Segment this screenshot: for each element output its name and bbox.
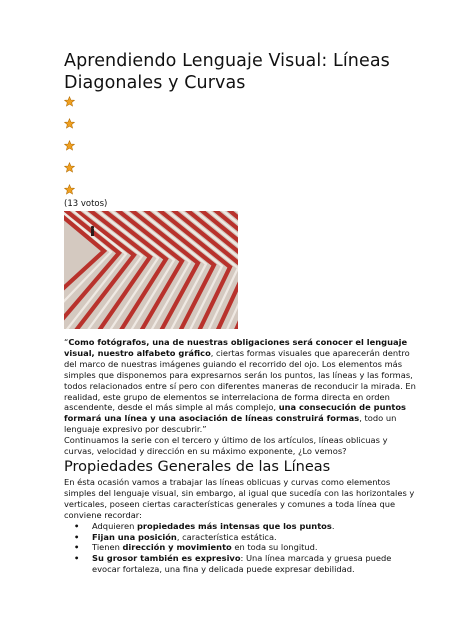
list-item: • Fijan una posición, característica estática. bbox=[74, 531, 277, 542]
bullet-icon: • bbox=[74, 542, 80, 553]
list-item: • Su grosor también es expresivo: Una línea marcada y gruesa puede evocar fortaleza, una fina y delicada puede expresar debilidad. bbox=[74, 553, 392, 575]
section-body bbox=[64, 477, 416, 521]
bullet-icon: • bbox=[74, 531, 80, 542]
vote-count: (13 votos) bbox=[64, 199, 108, 209]
section-intro-paragraph: En ésta ocasión vamos a trabajar las líneas oblicuas y curvas como elementos simples del lenguaje visual, sin embargo, al igual que sucedía con las horizontales y verticales, poseen ciertas características generales y comunes a toda línea que conviene recordar: bbox=[64, 476, 415, 520]
list-item: • Adquieren propiedades más intensas que los puntos. bbox=[74, 520, 335, 531]
star-icon[interactable] bbox=[64, 140, 76, 161]
bullet-icon: • bbox=[74, 520, 80, 531]
quote-text-2: , todo un lenguaje expresivo por descubrir.” bbox=[64, 413, 397, 435]
article-title: Aprendiendo Lenguaje Visual: Líneas Diagonales y Curvas bbox=[64, 51, 390, 93]
bullet-icon: • bbox=[74, 553, 80, 564]
star-icon[interactable] bbox=[64, 162, 76, 183]
intro-paragraph: Continuamos la serie con el tercero y último de los artículos, líneas oblicuas y curvas, velocidad y dirección en su máximo exponente, ¿Lo vemos? bbox=[64, 435, 388, 457]
properties-list bbox=[64, 521, 416, 576]
photo-image bbox=[64, 211, 238, 329]
article-body bbox=[64, 337, 416, 457]
star-icon[interactable] bbox=[64, 96, 76, 117]
section-heading: Propiedades Generales de las Líneas bbox=[64, 458, 331, 475]
quote-paragraph: “Como fotógrafos, una de nuestras obligaciones será conocer el lenguaje visual, nuestro alfabeto gráfico, ciertas formas visuales que aparecerán dentro del marco de nuestras imágenes guiando el recorrido del ojo. Los elementos más simples que disponemos para expresarnos serán los puntos, las líneas y las formas, todos relacionados entre sí pero con diferentes maneras de reconducir la mirada. En realidad, este grupo de elementos se interrelaciona de forma directa en orden ascendente, desde el más simple al más complejo, una consecución de puntos formará una línea y una asociación de líneas construirá formas, todo un lenguaje expresivo por descubrir.” bbox=[64, 337, 416, 435]
quote-bold-1: Como fotógrafos, una de nuestras obligaciones será conocer el lenguaje visual, nuestro alfabeto gráfico bbox=[64, 337, 408, 358]
quote-bold-2: una consecución de puntos formará una línea y una asociación de líneas construirá formas bbox=[64, 402, 406, 424]
rating-stars[interactable] bbox=[64, 96, 416, 205]
quote-text-1: , ciertas formas visuales que aparecerán dentro del marco de nuestras imágenes guiando el recorrido del ojo. Los elementos más simples que disponemos para expresarnos serán los puntos, las líneas y las formas, todos relacionados entre sí pero con diferentes maneras de reconducir la mirada. En realidad, este grupo de elementos se interrelaciona de forma directa en orden ascendente, desde el más simple al más complejo, bbox=[64, 347, 416, 413]
person-figure bbox=[91, 226, 94, 236]
star-icon[interactable] bbox=[64, 118, 76, 139]
document-page bbox=[64, 50, 416, 575]
list-item: • Tienen dirección y movimiento en toda su longitud. bbox=[74, 542, 318, 553]
